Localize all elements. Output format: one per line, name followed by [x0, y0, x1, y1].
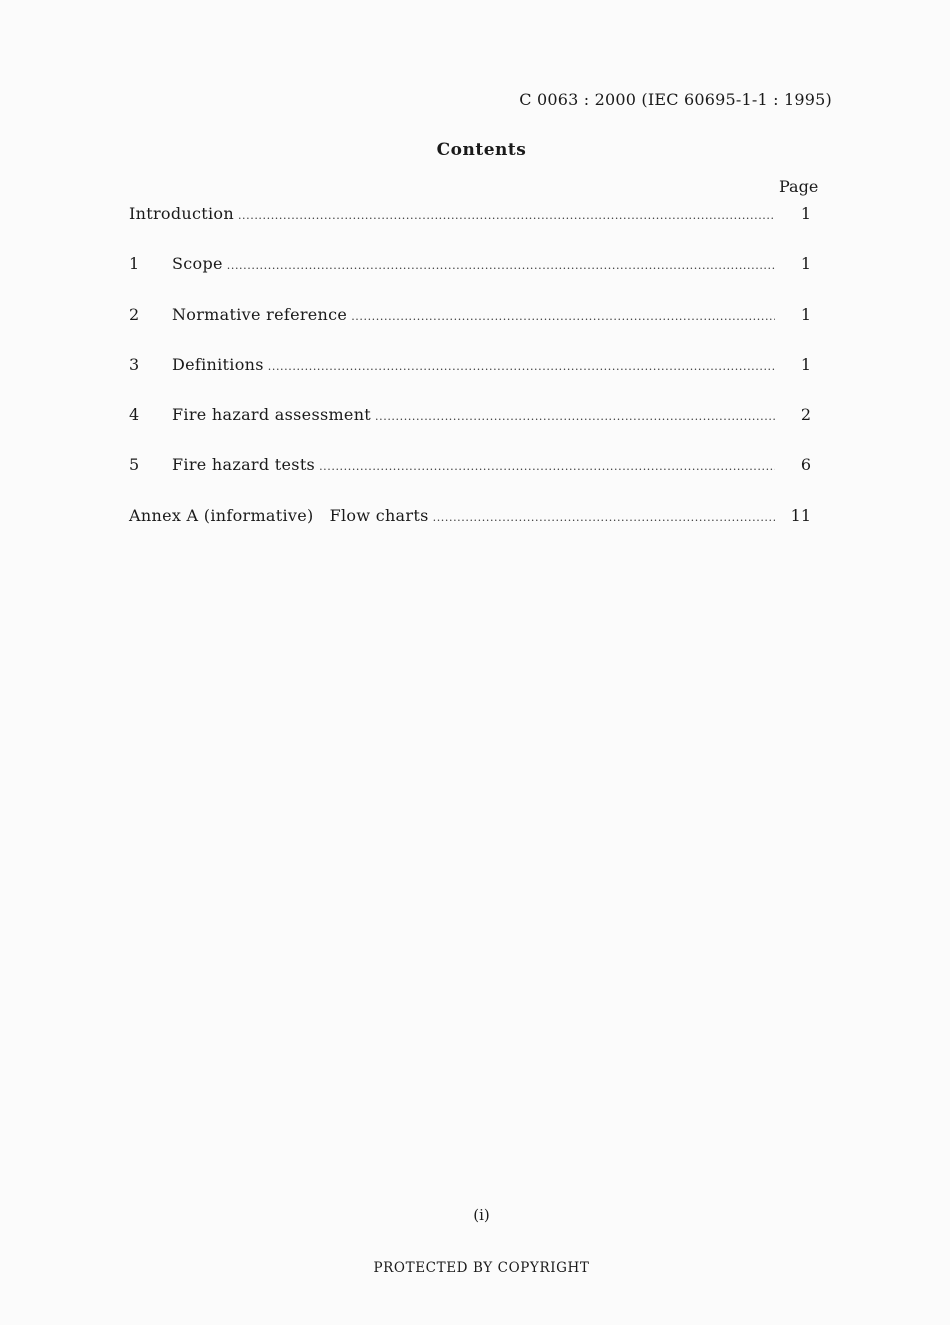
- table-of-contents: [129, 204, 815, 556]
- toc-entry-page: 6: [800, 455, 811, 475]
- copyright-notice: PROTECTED BY COPYRIGHT: [373, 1260, 590, 1276]
- toc-entry-label: Normative reference: [172, 304, 348, 324]
- toc-entry-normative-reference[interactable]: [129, 305, 815, 355]
- toc-entry-label: Flow charts: [329, 505, 429, 525]
- toc-entry-definitions[interactable]: [129, 355, 815, 405]
- toc-entry-label: Introduction: [129, 204, 234, 223]
- page-folio: (i): [473, 1206, 490, 1224]
- document-id: C 0063 : 2000 (IEC 60695-1-1 : 1995): [519, 90, 832, 109]
- dot-leader: [351, 310, 775, 323]
- toc-entry-label: Definitions: [172, 354, 264, 374]
- dot-leader: [227, 259, 775, 272]
- toc-entry-page: 1: [800, 354, 811, 374]
- toc-entry-fire-hazard-tests[interactable]: [129, 455, 815, 505]
- toc-entry-fire-hazard-assessment[interactable]: [129, 405, 815, 455]
- toc-entry-number: 4: [129, 405, 140, 425]
- toc-entry-page: 2: [800, 405, 811, 425]
- page-column-label: Page: [779, 177, 819, 196]
- dot-leader: [319, 460, 775, 473]
- toc-entry-label: Scope: [172, 254, 223, 274]
- dot-leader: [433, 511, 775, 524]
- toc-entry-page: 1: [800, 204, 811, 223]
- toc-entry-page: 1: [800, 254, 811, 274]
- toc-entry-page: 11: [790, 505, 811, 525]
- dot-leader: [375, 410, 775, 423]
- toc-entry-annex-a[interactable]: [129, 506, 815, 556]
- toc-entry-introduction[interactable]: [129, 204, 815, 254]
- toc-entry-scope[interactable]: [129, 254, 815, 304]
- toc-entry-label: Fire hazard tests: [172, 455, 316, 475]
- dot-leader: [238, 209, 775, 222]
- annex-tag: Annex A (informative): [129, 505, 314, 525]
- toc-entry-label: Fire hazard assessment: [172, 405, 372, 425]
- toc-entry-page: 1: [800, 304, 811, 324]
- dot-leader: [268, 360, 775, 373]
- page-title: Contents: [436, 140, 527, 160]
- toc-entry-number: 1: [129, 254, 140, 274]
- toc-entry-number: 5: [129, 455, 140, 475]
- toc-entry-number: 3: [129, 354, 140, 374]
- toc-entry-number: 2: [129, 304, 140, 324]
